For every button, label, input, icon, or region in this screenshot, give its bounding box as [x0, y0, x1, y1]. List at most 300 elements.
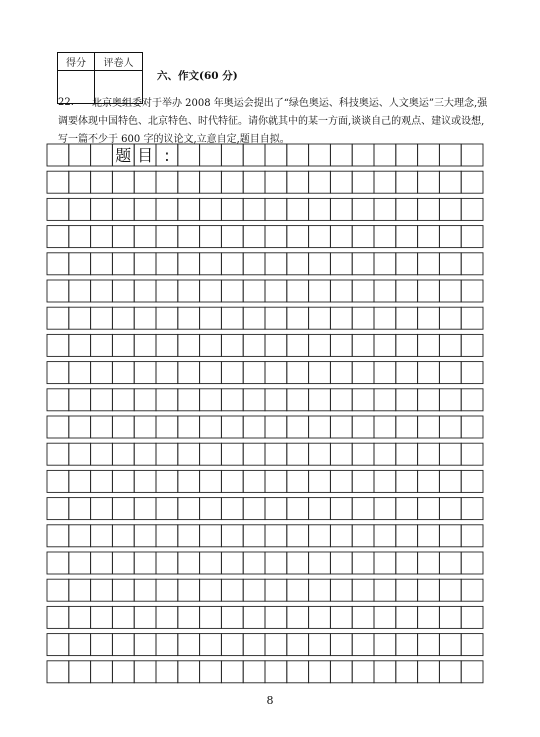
grid-cell[interactable]	[374, 470, 396, 492]
grid-cell[interactable]	[200, 362, 222, 384]
grid-cell[interactable]	[265, 198, 287, 220]
grid-cell[interactable]	[156, 198, 178, 220]
grid-cell[interactable]	[91, 498, 113, 520]
grid-cell[interactable]	[374, 389, 396, 411]
grid-cell[interactable]	[47, 334, 69, 356]
grid-cell[interactable]	[178, 634, 200, 656]
grid-cell[interactable]	[330, 362, 352, 384]
grid-cell[interactable]	[156, 280, 178, 302]
grid-cell[interactable]	[265, 525, 287, 547]
grid-cell[interactable]	[396, 226, 418, 248]
grid-cell[interactable]	[352, 334, 374, 356]
grid-cell[interactable]	[352, 634, 374, 656]
grid-cell[interactable]	[243, 416, 265, 438]
grid-cell[interactable]	[221, 498, 243, 520]
grid-cell[interactable]	[91, 280, 113, 302]
grid-cell[interactable]	[330, 144, 352, 166]
grid-cell[interactable]	[265, 661, 287, 683]
grid-cell[interactable]	[287, 389, 309, 411]
grid-cell[interactable]	[265, 171, 287, 193]
grid-cell[interactable]	[156, 606, 178, 628]
grid-cell[interactable]	[418, 334, 440, 356]
grid-cell[interactable]	[243, 334, 265, 356]
grid-cell[interactable]	[243, 198, 265, 220]
grid-cell[interactable]	[243, 470, 265, 492]
grid-cell[interactable]	[396, 362, 418, 384]
grid-cell[interactable]	[243, 362, 265, 384]
grid-cell[interactable]	[418, 416, 440, 438]
grid-cell[interactable]	[91, 416, 113, 438]
grid-cell[interactable]	[352, 606, 374, 628]
grid-cell[interactable]	[200, 470, 222, 492]
grid-cell[interactable]	[461, 579, 483, 601]
grid-cell[interactable]	[69, 443, 91, 465]
grid-cell[interactable]	[47, 498, 69, 520]
grid-cell[interactable]	[265, 389, 287, 411]
grid-cell[interactable]	[69, 634, 91, 656]
grid-cell[interactable]	[330, 307, 352, 329]
grid-cell[interactable]	[69, 226, 91, 248]
grid-cell[interactable]	[374, 226, 396, 248]
grid-cell[interactable]	[69, 307, 91, 329]
grid-cell[interactable]	[418, 144, 440, 166]
grid-cell[interactable]	[178, 606, 200, 628]
grid-cell[interactable]	[374, 552, 396, 574]
grid-cell[interactable]	[47, 171, 69, 193]
grid-cell[interactable]	[418, 362, 440, 384]
grid-cell[interactable]	[178, 226, 200, 248]
grid-cell[interactable]	[461, 362, 483, 384]
grid-cell[interactable]	[287, 606, 309, 628]
grid-cell[interactable]	[134, 443, 156, 465]
grid-cell[interactable]	[352, 498, 374, 520]
grid-cell[interactable]	[418, 198, 440, 220]
grid-cell[interactable]	[265, 334, 287, 356]
grid-cell[interactable]	[396, 470, 418, 492]
grid-cell[interactable]	[243, 525, 265, 547]
grid-cell[interactable]	[287, 661, 309, 683]
grid-cell[interactable]	[69, 334, 91, 356]
grid-cell[interactable]	[287, 416, 309, 438]
grid-cell[interactable]	[418, 307, 440, 329]
grid-cell[interactable]	[156, 362, 178, 384]
grid-cell[interactable]	[134, 307, 156, 329]
grid-cell[interactable]	[396, 443, 418, 465]
grid-cell[interactable]	[134, 634, 156, 656]
grid-cell[interactable]	[134, 171, 156, 193]
grid-cell[interactable]	[156, 443, 178, 465]
grid-cell[interactable]	[91, 443, 113, 465]
grid-cell[interactable]	[287, 307, 309, 329]
grid-cell[interactable]	[309, 253, 331, 275]
grid-cell[interactable]	[112, 226, 134, 248]
grid-cell[interactable]	[461, 634, 483, 656]
grid-cell[interactable]	[439, 307, 461, 329]
grid-cell[interactable]	[374, 198, 396, 220]
grid-cell[interactable]	[396, 661, 418, 683]
grid-cell[interactable]	[69, 498, 91, 520]
grid-cell[interactable]	[91, 634, 113, 656]
grid-cell[interactable]	[112, 498, 134, 520]
grid-cell[interactable]	[156, 552, 178, 574]
grid-cell[interactable]	[47, 144, 69, 166]
grid-cell[interactable]	[309, 198, 331, 220]
grid-cell[interactable]	[396, 280, 418, 302]
grid-cell[interactable]	[439, 171, 461, 193]
grid-cell[interactable]	[352, 552, 374, 574]
grid-cell[interactable]	[243, 634, 265, 656]
grid-cell[interactable]	[69, 198, 91, 220]
grid-cell[interactable]	[309, 606, 331, 628]
grid-cell[interactable]	[112, 307, 134, 329]
grid-cell[interactable]	[418, 470, 440, 492]
grid-cell[interactable]	[243, 606, 265, 628]
grid-cell[interactable]	[221, 198, 243, 220]
grid-cell[interactable]	[47, 579, 69, 601]
grid-cell[interactable]	[47, 606, 69, 628]
grid-cell[interactable]	[439, 443, 461, 465]
grid-cell[interactable]	[112, 362, 134, 384]
grid-cell[interactable]	[178, 389, 200, 411]
grid-cell[interactable]	[47, 280, 69, 302]
grid-cell[interactable]	[287, 443, 309, 465]
grid-cell[interactable]	[47, 525, 69, 547]
grid-cell[interactable]	[200, 443, 222, 465]
grid-cell[interactable]	[134, 253, 156, 275]
grid-cell[interactable]	[439, 280, 461, 302]
grid-cell[interactable]	[112, 525, 134, 547]
grid-cell[interactable]	[221, 226, 243, 248]
grid-cell[interactable]	[200, 525, 222, 547]
grid-cell[interactable]	[439, 525, 461, 547]
grid-cell[interactable]	[309, 579, 331, 601]
grid-cell[interactable]	[287, 280, 309, 302]
grid-cell[interactable]	[112, 334, 134, 356]
grid-cell[interactable]	[396, 334, 418, 356]
grid-cell[interactable]	[221, 443, 243, 465]
grid-cell[interactable]	[461, 661, 483, 683]
grid-cell[interactable]	[330, 579, 352, 601]
grid-cell[interactable]	[112, 443, 134, 465]
grid-cell[interactable]	[178, 307, 200, 329]
grid-cell[interactable]	[69, 362, 91, 384]
grid-cell[interactable]	[309, 416, 331, 438]
grid-cell[interactable]	[374, 634, 396, 656]
grid-cell[interactable]	[69, 525, 91, 547]
grid-cell[interactable]	[309, 525, 331, 547]
grid-cell[interactable]	[418, 498, 440, 520]
grid-cell[interactable]	[439, 661, 461, 683]
grid-cell[interactable]	[156, 389, 178, 411]
grid-cell[interactable]	[418, 389, 440, 411]
grid-cell[interactable]	[287, 498, 309, 520]
grid-cell[interactable]	[91, 226, 113, 248]
grid-cell[interactable]	[112, 416, 134, 438]
grid-cell[interactable]	[396, 498, 418, 520]
grid-cell[interactable]	[47, 552, 69, 574]
grid-cell[interactable]	[374, 498, 396, 520]
grid-cell[interactable]	[221, 525, 243, 547]
grid-cell[interactable]	[221, 470, 243, 492]
grid-cell[interactable]	[134, 334, 156, 356]
grid-cell[interactable]	[156, 579, 178, 601]
grid-cell[interactable]	[396, 307, 418, 329]
grid-cell[interactable]	[309, 552, 331, 574]
grid-cell[interactable]	[221, 416, 243, 438]
grid-cell[interactable]	[374, 334, 396, 356]
grid-cell[interactable]	[461, 198, 483, 220]
grid-cell[interactable]	[330, 226, 352, 248]
grid-cell[interactable]	[265, 416, 287, 438]
grid-cell[interactable]	[287, 226, 309, 248]
grid-cell[interactable]	[47, 661, 69, 683]
grid-cell[interactable]	[352, 226, 374, 248]
grid-cell[interactable]	[418, 443, 440, 465]
grid-cell[interactable]	[439, 579, 461, 601]
grid-cell[interactable]	[178, 253, 200, 275]
grid-cell[interactable]	[439, 606, 461, 628]
grid-cell[interactable]	[156, 334, 178, 356]
grid-cell[interactable]	[91, 552, 113, 574]
grid-cell[interactable]	[352, 171, 374, 193]
grid-cell[interactable]	[461, 307, 483, 329]
grid-cell[interactable]	[134, 280, 156, 302]
grid-cell[interactable]	[418, 280, 440, 302]
grid-cell[interactable]	[69, 470, 91, 492]
grid-cell[interactable]	[134, 389, 156, 411]
grid-cell[interactable]	[221, 362, 243, 384]
grid-cell[interactable]	[439, 552, 461, 574]
grid-cell[interactable]	[287, 470, 309, 492]
grid-cell[interactable]	[156, 634, 178, 656]
grid-cell[interactable]	[243, 280, 265, 302]
grid-cell[interactable]	[156, 661, 178, 683]
grid-cell[interactable]	[200, 552, 222, 574]
grid-cell[interactable]	[243, 307, 265, 329]
grid-cell[interactable]	[243, 389, 265, 411]
grid-cell[interactable]	[221, 253, 243, 275]
grid-cell[interactable]	[112, 634, 134, 656]
grid-cell[interactable]	[200, 171, 222, 193]
grid-cell[interactable]	[243, 443, 265, 465]
grid-cell[interactable]	[396, 552, 418, 574]
grid-cell[interactable]	[91, 334, 113, 356]
grid-cell[interactable]	[330, 389, 352, 411]
grid-cell[interactable]	[156, 525, 178, 547]
grid-cell[interactable]	[200, 579, 222, 601]
grid-cell[interactable]	[243, 552, 265, 574]
grid-cell[interactable]	[330, 334, 352, 356]
grid-cell[interactable]	[418, 606, 440, 628]
grid-cell[interactable]	[265, 634, 287, 656]
grid-cell[interactable]	[330, 661, 352, 683]
grid-cell[interactable]	[91, 253, 113, 275]
grid-cell[interactable]	[178, 171, 200, 193]
grid-cell[interactable]	[156, 226, 178, 248]
grid-cell[interactable]	[418, 579, 440, 601]
grid-cell[interactable]	[374, 307, 396, 329]
grid-cell[interactable]	[439, 226, 461, 248]
grid-cell[interactable]	[396, 634, 418, 656]
grid-cell[interactable]	[134, 226, 156, 248]
grid-cell[interactable]	[178, 362, 200, 384]
grid-cell[interactable]	[178, 498, 200, 520]
grid-cell[interactable]	[374, 443, 396, 465]
grid-cell[interactable]	[352, 470, 374, 492]
grid-cell[interactable]	[200, 144, 222, 166]
grid-cell[interactable]	[439, 362, 461, 384]
grid-cell[interactable]	[330, 606, 352, 628]
grid-cell[interactable]	[200, 198, 222, 220]
grid-cell[interactable]	[265, 226, 287, 248]
grid-cell[interactable]	[439, 389, 461, 411]
grid-cell[interactable]	[330, 280, 352, 302]
grid-cell[interactable]	[461, 416, 483, 438]
grid-cell[interactable]	[439, 198, 461, 220]
grid-cell[interactable]	[47, 443, 69, 465]
grid-cell[interactable]	[396, 253, 418, 275]
grid-cell[interactable]	[330, 253, 352, 275]
grid-cell[interactable]	[330, 443, 352, 465]
grid-cell[interactable]	[287, 144, 309, 166]
grid-cell[interactable]	[91, 144, 113, 166]
grid-cell[interactable]	[134, 525, 156, 547]
grid-cell[interactable]	[374, 171, 396, 193]
grid-cell[interactable]	[200, 416, 222, 438]
grid-cell[interactable]	[287, 552, 309, 574]
grid-cell[interactable]	[178, 280, 200, 302]
grid-cell[interactable]	[134, 198, 156, 220]
grid-cell[interactable]	[309, 470, 331, 492]
grid-cell[interactable]	[47, 634, 69, 656]
grid-cell[interactable]	[156, 171, 178, 193]
grid-cell[interactable]	[374, 606, 396, 628]
grid-cell[interactable]	[221, 280, 243, 302]
grid-cell[interactable]	[461, 253, 483, 275]
grid-cell[interactable]	[418, 525, 440, 547]
grid-cell[interactable]	[134, 579, 156, 601]
grid-cell[interactable]	[439, 416, 461, 438]
grid-cell[interactable]	[461, 171, 483, 193]
grid-cell[interactable]	[112, 470, 134, 492]
grid-cell[interactable]	[178, 144, 200, 166]
grid-cell[interactable]	[374, 253, 396, 275]
grid-cell[interactable]	[112, 171, 134, 193]
grid-cell[interactable]	[461, 144, 483, 166]
grid-cell[interactable]	[156, 416, 178, 438]
grid-cell[interactable]	[91, 171, 113, 193]
grid-cell[interactable]	[309, 280, 331, 302]
grid-cell[interactable]	[309, 171, 331, 193]
grid-cell[interactable]	[374, 579, 396, 601]
grid-cell[interactable]	[178, 661, 200, 683]
grid-cell[interactable]	[439, 634, 461, 656]
grid-cell[interactable]	[69, 280, 91, 302]
grid-cell[interactable]	[243, 498, 265, 520]
grid-cell[interactable]	[47, 226, 69, 248]
grid-cell[interactable]	[47, 362, 69, 384]
grid-cell[interactable]	[265, 498, 287, 520]
grid-cell[interactable]	[243, 144, 265, 166]
grid-cell[interactable]	[418, 661, 440, 683]
grid-cell[interactable]	[69, 171, 91, 193]
grid-cell[interactable]	[461, 443, 483, 465]
grid-cell[interactable]	[439, 334, 461, 356]
grid-cell[interactable]	[243, 579, 265, 601]
grid-cell[interactable]	[47, 389, 69, 411]
grid-cell[interactable]	[461, 525, 483, 547]
grid-cell[interactable]	[265, 144, 287, 166]
grid-cell[interactable]	[112, 198, 134, 220]
grid-cell[interactable]	[439, 498, 461, 520]
grid-cell[interactable]	[200, 226, 222, 248]
grid-cell[interactable]	[112, 579, 134, 601]
grid-cell[interactable]	[91, 661, 113, 683]
grid-cell[interactable]	[461, 226, 483, 248]
grid-cell[interactable]	[374, 362, 396, 384]
grid-cell[interactable]	[200, 498, 222, 520]
grid-cell[interactable]	[134, 362, 156, 384]
grid-cell[interactable]	[439, 253, 461, 275]
grid-cell[interactable]	[178, 198, 200, 220]
grid-cell[interactable]	[265, 579, 287, 601]
grid-cell[interactable]	[352, 253, 374, 275]
grid-cell[interactable]	[330, 171, 352, 193]
grid-cell[interactable]	[47, 307, 69, 329]
grid-cell[interactable]	[91, 198, 113, 220]
grid-cell[interactable]	[178, 470, 200, 492]
grid-cell[interactable]	[330, 525, 352, 547]
grid-cell[interactable]	[156, 253, 178, 275]
grid-cell[interactable]	[461, 606, 483, 628]
grid-cell[interactable]	[330, 198, 352, 220]
grid-cell[interactable]	[265, 443, 287, 465]
grid-cell[interactable]	[243, 226, 265, 248]
grid-cell[interactable]	[91, 470, 113, 492]
grid-cell[interactable]	[396, 525, 418, 547]
grid-cell[interactable]	[418, 634, 440, 656]
grid-cell[interactable]	[396, 389, 418, 411]
grid-cell[interactable]	[309, 498, 331, 520]
grid-cell[interactable]	[91, 307, 113, 329]
grid-cell[interactable]	[461, 280, 483, 302]
grid-cell[interactable]	[243, 253, 265, 275]
grid-cell[interactable]	[47, 198, 69, 220]
grid-cell[interactable]	[352, 389, 374, 411]
grid-cell[interactable]	[352, 280, 374, 302]
grid-cell[interactable]	[396, 144, 418, 166]
grid-cell[interactable]	[461, 470, 483, 492]
grid-cell[interactable]	[156, 498, 178, 520]
grid-cell[interactable]	[221, 661, 243, 683]
grid-cell[interactable]	[309, 362, 331, 384]
grid-cell[interactable]	[374, 661, 396, 683]
grid-cell[interactable]	[265, 470, 287, 492]
grid-cell[interactable]	[396, 416, 418, 438]
grid-cell[interactable]	[221, 579, 243, 601]
grid-cell[interactable]	[134, 470, 156, 492]
grid-cell[interactable]	[178, 525, 200, 547]
grid-cell[interactable]	[287, 171, 309, 193]
grid-cell[interactable]	[200, 307, 222, 329]
grid-cell[interactable]	[309, 334, 331, 356]
grid-cell[interactable]	[309, 634, 331, 656]
grid-cell[interactable]	[134, 606, 156, 628]
grid-cell[interactable]	[69, 552, 91, 574]
grid-cell[interactable]	[134, 552, 156, 574]
grid-cell[interactable]	[265, 606, 287, 628]
grid-cell[interactable]	[287, 253, 309, 275]
